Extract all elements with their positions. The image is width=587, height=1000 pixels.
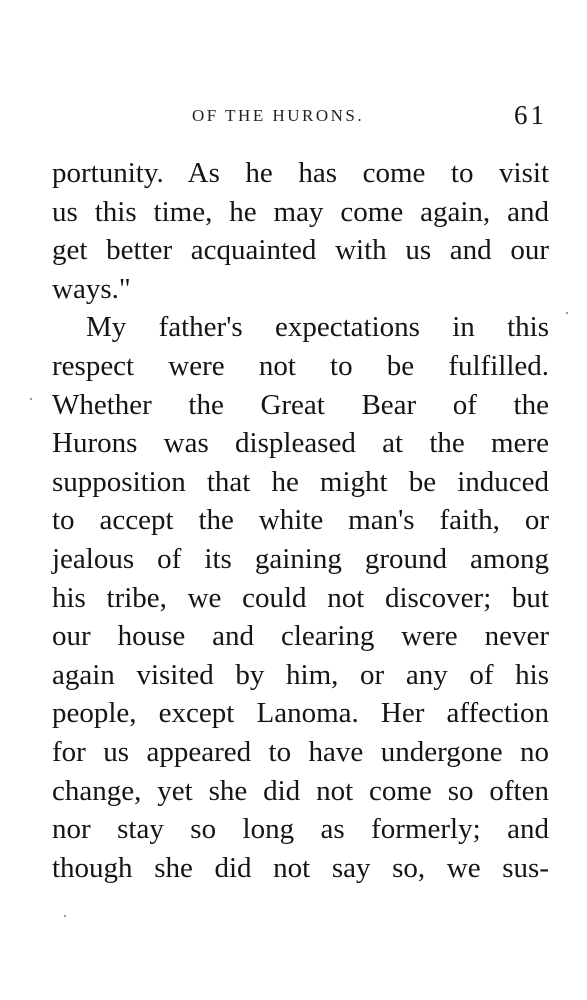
text-line: nor stay so long as formerly; and — [52, 813, 549, 846]
text-line: ways." — [52, 272, 131, 305]
text-line: though she did not say so, we sus- — [52, 851, 549, 884]
text-line: portunity. As he has come to visit — [52, 157, 549, 189]
text-line: get better acquainted with us and our — [52, 234, 549, 267]
text-line: to accept the white man's faith, or — [52, 504, 549, 537]
text-line: jealous of its gaining ground among — [52, 542, 549, 575]
page-number: 61 — [514, 100, 547, 130]
text-line: people, except Lanoma. Her affection — [52, 697, 549, 730]
text-line: change, yet she did not come so often — [52, 774, 549, 807]
text-line: again visited by him, or any of his — [52, 658, 549, 691]
body-text — [52, 154, 549, 887]
text-line: Hurons was displeased at the mere — [52, 427, 549, 460]
print-speck — [566, 312, 568, 314]
text-line: his tribe, we could not discover; but — [52, 581, 549, 614]
text-line: for us appeared to have undergone no — [52, 735, 549, 768]
text-line: My father's expectations in this — [86, 311, 549, 344]
print-speck — [64, 915, 66, 917]
running-title: OF THE HURONS. — [192, 106, 365, 125]
text-line: our house and clearing were never — [52, 620, 549, 653]
text-line: Whether the Great Bear of the — [52, 388, 549, 421]
running-head — [52, 100, 547, 134]
text-line: supposition that he might be induced — [52, 465, 549, 498]
text-line: us this time, he may come again, and — [52, 195, 549, 228]
print-speck — [30, 398, 32, 400]
text-line: respect were not to be fulfilled. — [52, 349, 549, 382]
